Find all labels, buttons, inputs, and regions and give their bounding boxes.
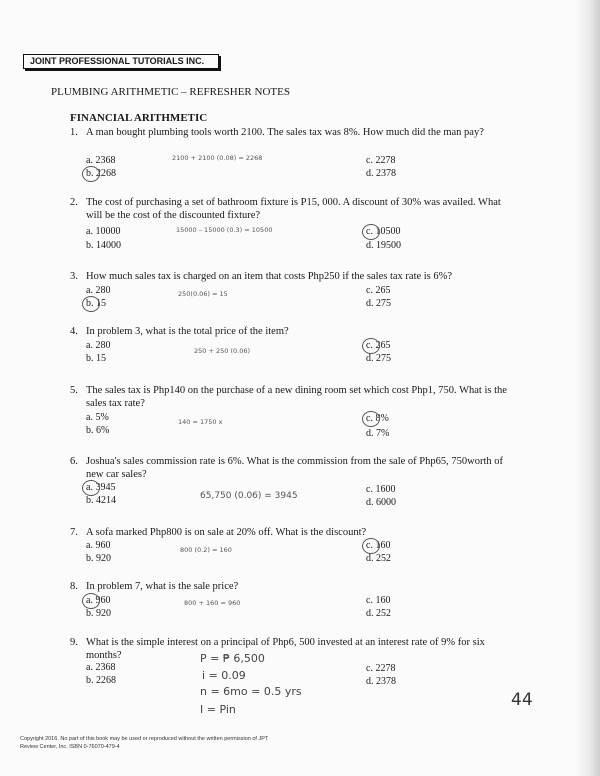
option-c: c. 265 (366, 285, 391, 296)
option-a: a. 5% (86, 412, 109, 423)
option-c: c. 10500 (366, 226, 401, 237)
option-d: d. 2378 (366, 676, 396, 687)
question-4 (70, 325, 510, 338)
option-c: c. 8% (366, 413, 389, 424)
question-number: 2. (70, 197, 78, 208)
question-9 (70, 636, 510, 662)
handwritten-work: 250 + 250 (0.06) (194, 347, 251, 355)
copyright-line: Copyright 2016. No part of this book may be used or reproduced without the written permission of JPT (20, 736, 269, 742)
handwritten-work: 15000 – 15000 (0.3) = 10500 (176, 226, 273, 234)
handwritten-work: 140 = 1750 x (178, 418, 223, 426)
question-text: The cost of purchasing a set of bathroom fixture is P15, 000. A discount of 30% was availed. What will be the cost of the discounted fixture? (86, 197, 501, 221)
option-d: d. 252 (366, 608, 391, 619)
option-a: a. 960 (86, 595, 111, 606)
publisher-brand-box: JOINT PROFESSIONAL TUTORIALS INC. (23, 54, 219, 69)
question-number: 9. (70, 637, 78, 648)
option-d: d. 6000 (366, 497, 396, 508)
option-b: b. 920 (86, 608, 111, 619)
option-c: c. 160 (366, 595, 391, 606)
option-b: b. 4214 (86, 495, 116, 506)
handwritten-work: 800 (0.2) = 160 (180, 546, 232, 554)
handwritten-formula: I = Pin (200, 703, 236, 716)
option-b: b. 14000 (86, 240, 121, 251)
page-title: PLUMBING ARITHMETIC – REFRESHER NOTES (51, 86, 290, 98)
section-heading: FINANCIAL ARITHMETIC (70, 112, 208, 124)
option-d: d. 252 (366, 553, 391, 564)
question-number: 6. (70, 456, 78, 467)
handwritten-work: 65,750 (0.06) = 3945 (200, 491, 298, 501)
handwritten-principal: P = ₱ 6,500 (200, 652, 265, 665)
question-number: 8. (70, 581, 78, 592)
question-text: Joshua's sales commission rate is 6%. What is the commission from the sale of Php65, 750worth of new car sales? (86, 456, 503, 480)
option-d: d. 19500 (366, 240, 401, 251)
option-b: b. 15 (86, 353, 106, 364)
option-c: c. 2278 (366, 663, 396, 674)
handwritten-work: 800 + 160 = 960 (184, 599, 241, 607)
option-b: b. 2268 (86, 168, 116, 179)
option-b: b. 2268 (86, 675, 116, 686)
option-a: a. 3945 (86, 482, 116, 493)
option-d: d. 275 (366, 353, 391, 364)
option-a: a. 280 (86, 285, 111, 296)
option-a: a. 960 (86, 540, 111, 551)
question-6 (70, 455, 510, 481)
question-text: What is the simple interest on a principal of Php6, 500 invested at an interest rate of 9% for six months? (86, 637, 485, 661)
option-b: b. 6% (86, 425, 110, 436)
question-text: The sales tax is Php140 on the purchase of a new dining room set which cost Php1, 750. What is the sales tax rate? (86, 385, 507, 409)
option-d: d. 7% (366, 428, 390, 439)
question-number: 7. (70, 527, 78, 538)
option-b: b. 15 (86, 298, 106, 309)
question-8 (70, 580, 510, 593)
option-c: c. 160 (366, 540, 391, 551)
option-c: c. 265 (366, 340, 391, 351)
copyright-line-2: Review Center, Inc. ISBN 0-76070-479-4 (20, 744, 120, 750)
option-c: c. 1600 (366, 484, 396, 495)
handwritten-time: n = 6mo = 0.5 yrs (200, 685, 302, 698)
option-a: a. 2368 (86, 155, 116, 166)
option-c: c. 2278 (366, 155, 396, 166)
question-text: In problem 7, what is the sale price? (86, 581, 239, 592)
handwritten-rate: i = 0.09 (202, 669, 246, 682)
question-text: A sofa marked Php800 is on sale at 20% off. What is the discount? (86, 527, 367, 538)
question-text: How much sales tax is charged on an item that costs Php250 if the sales tax rate is 6%? (86, 271, 453, 282)
option-b: b. 920 (86, 553, 111, 564)
handwritten-work: 250(0.06) = 15 (178, 290, 228, 298)
question-text: In problem 3, what is the total price of the item? (86, 326, 289, 337)
question-1 (70, 126, 510, 139)
question-2 (70, 196, 510, 222)
handwritten-work: 2100 + 2100 (0.08) = 2268 (172, 154, 263, 162)
question-text: A man bought plumbing tools worth 2100. The sales tax was 8%. How much did the man pay? (86, 127, 484, 138)
option-a: a. 280 (86, 340, 111, 351)
page-number: 44 (511, 690, 533, 710)
question-7 (70, 526, 510, 539)
question-5 (70, 384, 510, 410)
option-a: a. 2368 (86, 662, 116, 673)
option-a: a. 10000 (86, 226, 121, 237)
question-number: 3. (70, 271, 78, 282)
question-number: 1. (70, 127, 78, 138)
question-3 (70, 270, 510, 283)
question-number: 5. (70, 385, 78, 396)
question-number: 4. (70, 326, 78, 337)
option-d: d. 275 (366, 298, 391, 309)
option-d: d. 2378 (366, 168, 396, 179)
